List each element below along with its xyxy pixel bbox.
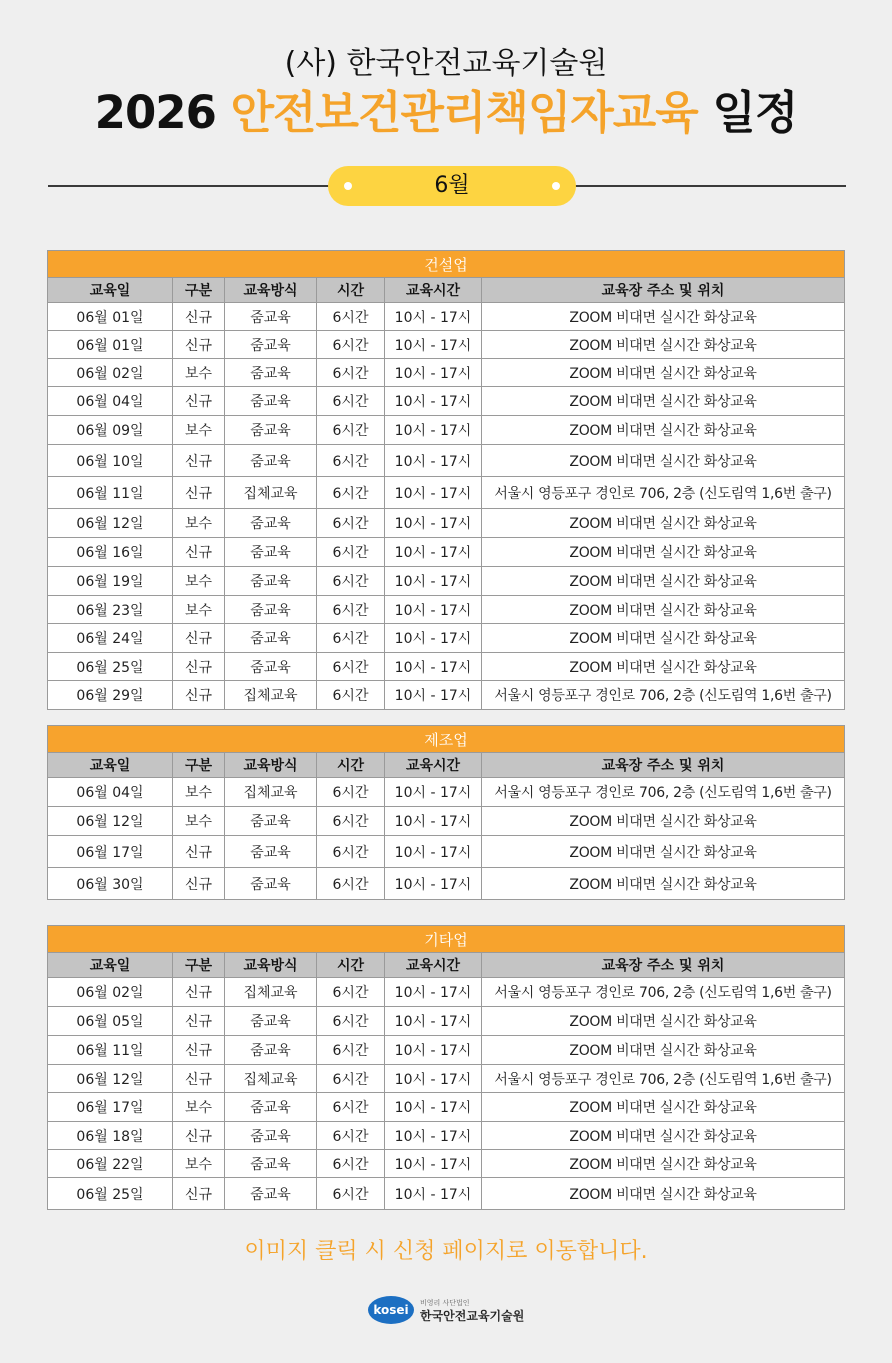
- table-cell: 신규: [173, 331, 225, 359]
- table-cell: 06월 12일: [48, 1065, 173, 1093]
- table-cell: 6시간: [317, 836, 385, 868]
- column-header: 교육방식: [225, 753, 317, 778]
- table-cell: ZOOM 비대면 실시간 화상교육: [482, 567, 845, 596]
- table-cell: 집체교육: [225, 477, 317, 509]
- table-cell: 06월 12일: [48, 807, 173, 836]
- table-cell: ZOOM 비대면 실시간 화상교육: [482, 1178, 845, 1210]
- table-cell: ZOOM 비대면 실시간 화상교육: [482, 868, 845, 900]
- table-cell: 06월 01일: [48, 331, 173, 359]
- table-row: [48, 416, 845, 445]
- table-cell: 06월 09일: [48, 416, 173, 445]
- table-row: [48, 596, 845, 624]
- column-header: 구분: [173, 278, 225, 303]
- table-cell: 6시간: [317, 807, 385, 836]
- table-cell: 신규: [173, 538, 225, 567]
- table-cell: 10시 - 17시: [385, 1007, 482, 1036]
- logo-subtitle: 비영리 사단법인: [420, 1299, 470, 1307]
- table-cell: 6시간: [317, 681, 385, 710]
- table-cell: 10시 - 17시: [385, 1150, 482, 1178]
- table-cell: 10시 - 17시: [385, 596, 482, 624]
- table-cell: 보수: [173, 567, 225, 596]
- table-cell: 신규: [173, 387, 225, 416]
- table-row: [48, 567, 845, 596]
- table-cell: ZOOM 비대면 실시간 화상교육: [482, 331, 845, 359]
- page-title: [0, 84, 892, 142]
- table-cell: 6시간: [317, 653, 385, 681]
- table-cell: 줌교육: [225, 1036, 317, 1065]
- table-cell: 10시 - 17시: [385, 807, 482, 836]
- table-cell: 10시 - 17시: [385, 1093, 482, 1122]
- column-header: 교육방식: [225, 953, 317, 978]
- table-cell: 10시 - 17시: [385, 359, 482, 387]
- title-suffix: 일정: [712, 86, 798, 139]
- table-cell: 줌교육: [225, 624, 317, 653]
- table-row: [48, 1178, 845, 1210]
- schedule-table: [47, 250, 845, 710]
- table-cell: 6시간: [317, 1007, 385, 1036]
- table-cell: 6시간: [317, 624, 385, 653]
- table-cell: 10시 - 17시: [385, 1036, 482, 1065]
- table-cell: 06월 05일: [48, 1007, 173, 1036]
- table-row: [48, 1065, 845, 1093]
- table-cell: 줌교육: [225, 387, 317, 416]
- column-header: 교육일: [48, 953, 173, 978]
- table-cell: 줌교육: [225, 303, 317, 331]
- table-cell: 줌교육: [225, 1007, 317, 1036]
- table-row: [48, 509, 845, 538]
- section-title: 제조업: [48, 726, 845, 753]
- table-cell: 10시 - 17시: [385, 445, 482, 477]
- table-cell: 10시 - 17시: [385, 1178, 482, 1210]
- table-cell: 줌교육: [225, 538, 317, 567]
- table-cell: 신규: [173, 1007, 225, 1036]
- table-cell: 06월 04일: [48, 387, 173, 416]
- table-cell: 10시 - 17시: [385, 836, 482, 868]
- table-cell: 06월 25일: [48, 1178, 173, 1210]
- table-cell: 10시 - 17시: [385, 303, 482, 331]
- table-row: [48, 836, 845, 868]
- table-cell: 집체교육: [225, 978, 317, 1007]
- table-row: [48, 1122, 845, 1150]
- schedule-table: [47, 925, 845, 1210]
- table-cell: ZOOM 비대면 실시간 화상교육: [482, 653, 845, 681]
- table-cell: 신규: [173, 681, 225, 710]
- table-cell: 6시간: [317, 1065, 385, 1093]
- column-header: 교육장 주소 및 위치: [482, 278, 845, 303]
- table-row: [48, 303, 845, 331]
- column-header: 교육시간: [385, 753, 482, 778]
- column-header: 교육일: [48, 278, 173, 303]
- table-cell: ZOOM 비대면 실시간 화상교육: [482, 1150, 845, 1178]
- table-cell: 10시 - 17시: [385, 653, 482, 681]
- table-cell: 줌교육: [225, 1178, 317, 1210]
- table-cell: ZOOM 비대면 실시간 화상교육: [482, 836, 845, 868]
- table-row: [48, 359, 845, 387]
- table-cell: ZOOM 비대면 실시간 화상교육: [482, 387, 845, 416]
- table-cell: 06월 11일: [48, 1036, 173, 1065]
- table-cell: 신규: [173, 303, 225, 331]
- table-row: [48, 653, 845, 681]
- table-cell: 06월 18일: [48, 1122, 173, 1150]
- table-cell: 06월 11일: [48, 477, 173, 509]
- table-cell: 줌교육: [225, 653, 317, 681]
- table-cell: 줌교육: [225, 1093, 317, 1122]
- table-cell: 6시간: [317, 1093, 385, 1122]
- table-cell: 줌교육: [225, 1122, 317, 1150]
- table-row: [48, 1150, 845, 1178]
- table-row: [48, 1036, 845, 1065]
- table-row: [48, 387, 845, 416]
- column-header: 구분: [173, 753, 225, 778]
- table-cell: 10시 - 17시: [385, 681, 482, 710]
- table-cell: 6시간: [317, 778, 385, 807]
- table-cell: 10시 - 17시: [385, 624, 482, 653]
- table-cell: 10시 - 17시: [385, 1065, 482, 1093]
- table-cell: 6시간: [317, 331, 385, 359]
- table-row: [48, 681, 845, 710]
- table-cell: 서울시 영등포구 경인로 706, 2층 (신도림역 1,6번 출구): [482, 681, 845, 710]
- table-cell: 10시 - 17시: [385, 868, 482, 900]
- table-cell: 줌교육: [225, 567, 317, 596]
- table-cell: 6시간: [317, 596, 385, 624]
- table-cell: 06월 12일: [48, 509, 173, 538]
- table-cell: 줌교육: [225, 416, 317, 445]
- table-cell: 10시 - 17시: [385, 567, 482, 596]
- table-cell: 집체교육: [225, 681, 317, 710]
- table-cell: 신규: [173, 1036, 225, 1065]
- table-cell: 6시간: [317, 567, 385, 596]
- table-cell: ZOOM 비대면 실시간 화상교육: [482, 509, 845, 538]
- table-cell: ZOOM 비대면 실시간 화상교육: [482, 1036, 845, 1065]
- column-header: 교육방식: [225, 278, 317, 303]
- table-cell: 06월 25일: [48, 653, 173, 681]
- table-cell: 06월 23일: [48, 596, 173, 624]
- table-cell: 06월 17일: [48, 836, 173, 868]
- table-cell: 6시간: [317, 416, 385, 445]
- table-cell: 06월 24일: [48, 624, 173, 653]
- schedule-table: [47, 725, 845, 900]
- table-cell: 6시간: [317, 1178, 385, 1210]
- table-cell: 06월 10일: [48, 445, 173, 477]
- column-header: 시간: [317, 953, 385, 978]
- month-label: 6월: [434, 173, 470, 198]
- org-name: (사) 한국안전교육기술원: [284, 46, 608, 81]
- table-cell: 줌교육: [225, 509, 317, 538]
- table-cell: 서울시 영등포구 경인로 706, 2층 (신도림역 1,6번 출구): [482, 778, 845, 807]
- table-cell: 10시 - 17시: [385, 416, 482, 445]
- table-cell: 06월 02일: [48, 978, 173, 1007]
- table-cell: 06월 29일: [48, 681, 173, 710]
- table-row: [48, 538, 845, 567]
- title-course: 안전보건관리책임자교육: [230, 86, 698, 139]
- table-cell: 신규: [173, 477, 225, 509]
- dot-icon: [552, 182, 560, 190]
- table-cell: 06월 30일: [48, 868, 173, 900]
- section-title: 건설업: [48, 251, 845, 278]
- table-row: [48, 477, 845, 509]
- table-cell: 신규: [173, 836, 225, 868]
- table-cell: ZOOM 비대면 실시간 화상교육: [482, 624, 845, 653]
- table-cell: 신규: [173, 868, 225, 900]
- table-cell: 보수: [173, 359, 225, 387]
- column-header: 교육시간: [385, 953, 482, 978]
- table-cell: 보수: [173, 416, 225, 445]
- table-cell: 신규: [173, 653, 225, 681]
- table-cell: 줌교육: [225, 807, 317, 836]
- table-cell: 줌교육: [225, 868, 317, 900]
- table-cell: 06월 17일: [48, 1093, 173, 1122]
- table-cell: 06월 19일: [48, 567, 173, 596]
- table-cell: 줌교육: [225, 836, 317, 868]
- table-row: [48, 624, 845, 653]
- table-cell: 보수: [173, 807, 225, 836]
- table-cell: ZOOM 비대면 실시간 화상교육: [482, 1093, 845, 1122]
- table-cell: 10시 - 17시: [385, 477, 482, 509]
- table-row: [48, 445, 845, 477]
- column-header: 교육장 주소 및 위치: [482, 753, 845, 778]
- title-year: 2026: [94, 86, 216, 139]
- org-logo[interactable]: [368, 1292, 538, 1332]
- table-cell: 집체교육: [225, 778, 317, 807]
- table-cell: 신규: [173, 978, 225, 1007]
- table-cell: 6시간: [317, 359, 385, 387]
- section-title: 기타업: [48, 926, 845, 953]
- dot-icon: [344, 182, 352, 190]
- table-cell: 신규: [173, 1065, 225, 1093]
- table-cell: ZOOM 비대면 실시간 화상교육: [482, 807, 845, 836]
- table-cell: ZOOM 비대면 실시간 화상교육: [482, 303, 845, 331]
- table-cell: 줌교육: [225, 331, 317, 359]
- table-cell: 신규: [173, 1122, 225, 1150]
- month-badge: [328, 166, 576, 206]
- table-cell: ZOOM 비대면 실시간 화상교육: [482, 596, 845, 624]
- table-cell: 보수: [173, 1150, 225, 1178]
- table-row: [48, 868, 845, 900]
- table-cell: 6시간: [317, 538, 385, 567]
- table-cell: 06월 16일: [48, 538, 173, 567]
- table-cell: 줌교육: [225, 445, 317, 477]
- table-cell: 서울시 영등포구 경인로 706, 2층 (신도림역 1,6번 출구): [482, 477, 845, 509]
- table-cell: 보수: [173, 778, 225, 807]
- table-cell: 6시간: [317, 868, 385, 900]
- table-cell: ZOOM 비대면 실시간 화상교육: [482, 1007, 845, 1036]
- table-cell: 집체교육: [225, 1065, 317, 1093]
- table-cell: 6시간: [317, 1150, 385, 1178]
- table-cell: 보수: [173, 509, 225, 538]
- table-row: [48, 331, 845, 359]
- table-cell: 서울시 영등포구 경인로 706, 2층 (신도림역 1,6번 출구): [482, 1065, 845, 1093]
- table-cell: 06월 04일: [48, 778, 173, 807]
- table-cell: 10시 - 17시: [385, 387, 482, 416]
- column-header: 시간: [317, 278, 385, 303]
- column-header: 교육장 주소 및 위치: [482, 953, 845, 978]
- table-cell: ZOOM 비대면 실시간 화상교육: [482, 1122, 845, 1150]
- table-cell: ZOOM 비대면 실시간 화상교육: [482, 416, 845, 445]
- table-row: [48, 1007, 845, 1036]
- column-header: 구분: [173, 953, 225, 978]
- table-row: [48, 978, 845, 1007]
- table-cell: 6시간: [317, 445, 385, 477]
- table-cell: 6시간: [317, 387, 385, 416]
- table-cell: ZOOM 비대면 실시간 화상교육: [482, 445, 845, 477]
- table-cell: 06월 02일: [48, 359, 173, 387]
- table-cell: 줌교육: [225, 1150, 317, 1178]
- table-cell: 신규: [173, 445, 225, 477]
- table-cell: 6시간: [317, 509, 385, 538]
- table-cell: 신규: [173, 1178, 225, 1210]
- table-cell: ZOOM 비대면 실시간 화상교육: [482, 538, 845, 567]
- kosei-logo-icon: kosei: [368, 1296, 414, 1324]
- table-cell: 보수: [173, 1093, 225, 1122]
- column-header: 시간: [317, 753, 385, 778]
- logo-name: 한국안전교육기술원: [420, 1309, 525, 1323]
- table-row: [48, 1093, 845, 1122]
- table-cell: 6시간: [317, 1036, 385, 1065]
- column-header: 교육일: [48, 753, 173, 778]
- month-divider: [48, 166, 846, 206]
- table-cell: ZOOM 비대면 실시간 화상교육: [482, 359, 845, 387]
- table-cell: 6시간: [317, 1122, 385, 1150]
- table-cell: 06월 01일: [48, 303, 173, 331]
- table-cell: 줌교육: [225, 596, 317, 624]
- table-cell: 신규: [173, 624, 225, 653]
- table-cell: 줌교육: [225, 359, 317, 387]
- table-cell: 보수: [173, 596, 225, 624]
- table-cell: 10시 - 17시: [385, 978, 482, 1007]
- table-row: [48, 778, 845, 807]
- table-cell: 10시 - 17시: [385, 778, 482, 807]
- table-cell: 6시간: [317, 978, 385, 1007]
- table-cell: 10시 - 17시: [385, 331, 482, 359]
- table-cell: 6시간: [317, 303, 385, 331]
- table-cell: 10시 - 17시: [385, 509, 482, 538]
- apply-notice[interactable]: 이미지 클릭 시 신청 페이지로 이동합니다.: [244, 1239, 648, 1264]
- table-cell: 06월 22일: [48, 1150, 173, 1178]
- table-cell: 6시간: [317, 477, 385, 509]
- table-cell: 서울시 영등포구 경인로 706, 2층 (신도림역 1,6번 출구): [482, 978, 845, 1007]
- table-row: [48, 807, 845, 836]
- column-header: 교육시간: [385, 278, 482, 303]
- table-cell: 10시 - 17시: [385, 1122, 482, 1150]
- table-cell: 10시 - 17시: [385, 538, 482, 567]
